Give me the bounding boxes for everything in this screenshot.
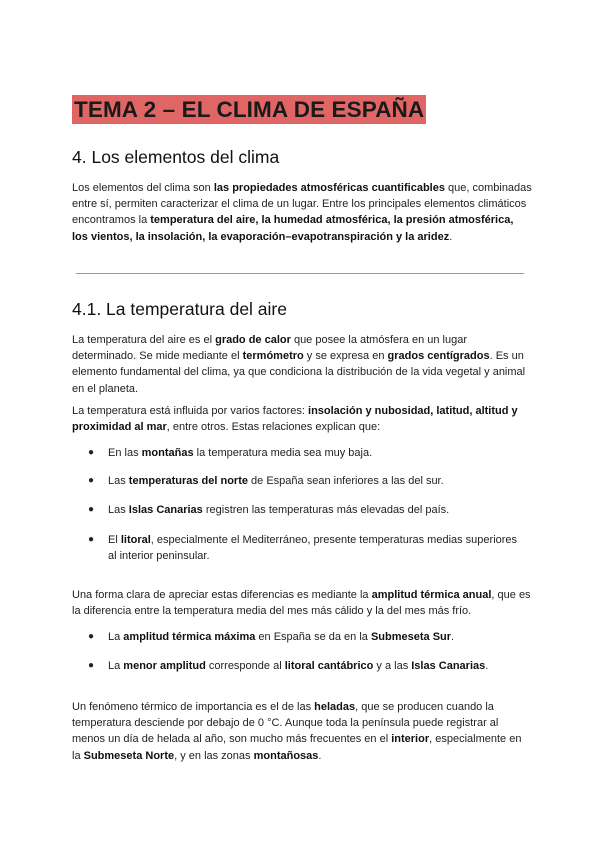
bullet-dot-icon: ● <box>88 534 95 545</box>
paragraph-amplitud: Una forma clara de apreciar estas diferencias es mediante la amplitud térmica anual, que es la diferencia entre la temperatura media del mes más cálido y la del mes más frío. <box>72 589 531 618</box>
page-title-block <box>72 95 426 124</box>
bullet-dot-icon: ● <box>88 504 95 515</box>
paragraph-factores: La temperatura está influida por varios factores: insolación y nubosidad, latitud, altitud y proximidad al mar, entre otros. Estas relaciones explican que: <box>72 405 518 434</box>
paragraph-temperatura: La temperatura del aire es el grado de calor que posee la atmósfera en un lugar determinado. Se mide mediante el termómetro y se expresa en grados centígrados. Es un elemento fundamental del clima, ya que condiciona la distribución de la vida vegetal y animal en el planeta. <box>72 334 526 395</box>
bullet-dot-icon: ● <box>88 631 95 642</box>
horizontal-divider <box>76 273 524 274</box>
paragraph-heladas: Un fenómeno térmico de importancia es el de las heladas, que se producen cuando la temperatura desciende por debajo de 0 °C. Aunque toda la península puede registrar al menos un día de helada al año, son mucho más frecuentes en el interior, especialmente en la Submeseta Norte, y en las zonas montañosas. <box>72 701 522 762</box>
document-page: TEMA 2 – EL CLIMA DE ESPAÑA 4. Los elementos del clima Los elementos del clima son las propiedades atmosféricas cuantificables que, combinadas entre sí, permiten caracterizar el clima de un lugar. Entre los principales elementos climáticos encontramos la temperatura del aire, la humedad atmosférica, la presión atmosférica, los vientos, la insolación, la evaporación–evapotranspiración y la aridez. 4.1. La temperatura del aire La temperatura del aire es el grado de calor que posee la atmósfera en un lugar determinado. Se mide mediante el termómetro y se expresa en grados centígrados. Es un elemento fundamental del clima, ya que condiciona la distribución de la vida vegetal y animal en el planeta. La temperatura está influida por varios factores: insolación y nubosidad, latitud, altitud y proximidad al mar, entre otros. Estas relaciones explican que: ● En las montañas la temperatura media sea muy baja. ● Las temperaturas del norte de España sean inferiores a las del sur. ● Las Islas Canarias registren las temperaturas más elevadas del país. ● El litoral, especialmente el Mediterráneo, presente temperaturas medias superiores al interior peninsular. Una forma clara de apreciar estas diferencias es mediante la amplitud térmica anual, que es la diferencia entre la temperatura media del mes más cálido y la del mes más frío. ● La amplitud térmica máxima en España se da en la Submeseta Sur. ● La menor amplitud corresponde al litoral cantábrico y a las Islas Canarias. Un fenómeno térmico de importancia es el de las heladas, que se producen cuando la temperatura desciende por debajo de 0 °C. Aunque toda la península puede registrar al menos un día de helada al año, son mucho más frecuentes en el interior, especialmente en la Submeseta Norte, y en las zonas montañosas. <box>0 0 600 848</box>
section-heading-4-1: 4.1. La temperatura del aire <box>72 299 287 319</box>
bullet-dot-icon: ● <box>88 447 95 458</box>
page-title: TEMA 2 – EL CLIMA DE ESPAÑA <box>74 97 425 122</box>
bullet-dot-icon: ● <box>88 660 95 671</box>
section-heading-4: 4. Los elementos del clima <box>72 147 280 167</box>
paragraph-elementos: Los elementos del clima son las propiedades atmosféricas cuantificables que, combinadas entre sí, permiten caracterizar el clima de un lugar. Entre los principales elementos climáticos encontramos la temperatura del aire, la humedad atmosférica, la presión atmosférica, los vientos, la insolación, la evaporación–evapotranspiración y la aridez. <box>72 182 532 243</box>
bullet-dot-icon: ● <box>88 475 95 486</box>
